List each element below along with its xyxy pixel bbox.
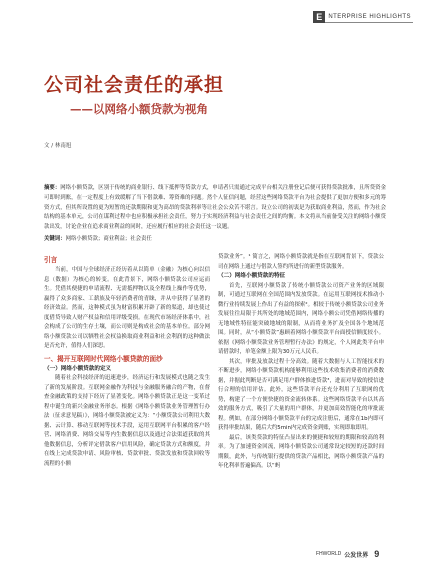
- keywords-label: 关键词：: [44, 236, 66, 242]
- features-paragraph-3: 最后，该类贷款的特征凸显出来的便捷和较短的期限和较高的利率。为了加速资金回流，网络小额贷款公司通常设定较短的还款时间期限，此外，与传统银行提供的贷款产品相比，网络小额贷款产品的年化利率普遍偏高。以“蚂: [218, 434, 384, 469]
- author-line: 文 / 林南旭: [44, 143, 72, 149]
- abstract: [44, 184, 386, 233]
- page-number: 9: [374, 549, 380, 559]
- definition-continuation: 贷款业务”。¹ 简言之，网络小额贷款就是指在互联网背景下，贷款公司在网络上通过与借款人签约所进行的新型贷款服务。: [218, 254, 384, 270]
- section-tag-text: NTERPRISE HIGHLIGHTS: [328, 13, 411, 20]
- keywords: [44, 235, 386, 244]
- footer-section: 公发世界: [344, 551, 369, 559]
- section-tag-badge: E: [313, 11, 325, 23]
- article-subtitle: ——以网络小额贷款为视角: [70, 102, 208, 116]
- section-2-subheading: （二）网络小额贷款的特征: [218, 273, 286, 279]
- intro-heading: 引言: [44, 256, 58, 264]
- section-tag: [313, 11, 413, 23]
- features-paragraph-1: 首先，互联网小额贷款了传统小额贷款公司资产业务的区域限制，可通过互联网在全国范围内发放贷款。在运用互联网技术推动小微行业持续发展上作出了有益的探索²。相较于传统小额贷款公司业务发展往往局限于其所处的地域范围内，网络小额公司凭借网络传播的无地域性特征能突破地域的限制，从而将业务扩及全国各个地域范围。同时，从“小额贷款”惠顾着网络小额贷款平台面授信额度较小。依据《网络小额贷款业务管理暂行办法》的规定，个人网此类平台申请借款时，单笔金额上限为30万元人民币。: [218, 282, 384, 355]
- section-1-subheading: （一）网络小额贷款的定义: [44, 365, 112, 372]
- abstract-text: 网络小额贷款，区别于传统的商业银行、线下抵押等贷款方式，申请者只需通过完成平台相关注册登记后便可获得贷款批准，且所贷资金可即时到账，在一定程度上有效缓解了当下借款难、筹资难的问题。然个人征信问题，经营这些网络贷款平台为社会提供了更加方便和多元的筹资方式，但其所设置的更为短暂的还款期限和更为高昂的贷款利率等让社会公众苦不堪言。设立公司的初衷是为获取商业利益，然而，作为社会结构的基本单元，公司在谋利过程中也应积极承担社会责任，努力于实现经济利益与社会责任之间的均衡。本文将从当前备受关注的网络小额贷款出发，讨论企业在追求商业利益的同时，还应履行相应的社会责任这一议题。: [44, 185, 386, 231]
- magazine-name: FHWORLD: [316, 551, 342, 557]
- right-column: [218, 253, 384, 472]
- keywords-text: 网络小额贷款；商业利益；社会责任: [65, 236, 152, 242]
- intro-paragraph: 当前，中国与全球经济正经历着从以简单（金融）为核心向以信息（数据）为核心的转变。在此背景下，网络小额贷款公司应运而生。凭借其便捷的申请流程、无需抵押物以及全程线上操作等优势，赢得了众多商家、工薪族及年轻消费者的青睐，并从中获得了显著的经济效益。然而，这种模式虽为财富积累开辟了新的渠道，却也使过度借贷导致人财产权益和信用评级受损。在现代市场经济体系中，社会构成了公司的生存土壤，而公司则是构成社会的基本单位。部分网络小额贷款公司以牺牲社会权益换取商业利益和社会利润的这种做法是否允许，值得人们深思。: [44, 267, 210, 349]
- section-1-paragraph: 随着社会科技经济的迅速进步，经济运行和发展模式也随之发生了新的发展阶段。互联网金融作为科技与金融服务融合的产物，在督查金融政策的支持下经历了显著变化。网络小额贷款正是这一变革过程中诞生的新兴金融业务形态。根据《网络小额贷款业务管理暂行办法（征求意见稿）》，网络小额贷款被定义为：“小额贷款公司利用大数据、云计算、移动互联网等技术手段，运用互联网平台积累的客户经营、网络消费、网络交易等内生数据信息以及通过合法渠道获取的其他数据信息，分析评定借款客户信用风险，确定贷款方式和额度，并在线上完成贷款申请、风险审核、贷款审批、贷款发放和贷款回收等流程的小额: [44, 375, 210, 467]
- left-column: [44, 253, 210, 469]
- section-1-heading: 一、揭开互联网时代网络小额贷款的面纱: [44, 354, 163, 363]
- features-paragraph-2: 其次，审批及放款过程十分高效。随着大数据与人工智能技术的不断进步，网络小额贷款机构能够利用这些技术收集消费者的消费数据，并据此判断是否可满足用户群体推进贷款³，进而对导致的授信进行合理的信用评估。此外，这些贷款平台还充分利用了互联网的优势，构建了一个方便快捷的资金流转体系。这些网络贷款平台以其高效的服务方式，吸引了大量的用户群体，并更加高效智能化的审批流程。例如，在部分网络小额贷款平台的完成注册后，通常在1b内即可获得审批结果，随后大约5min内完成资金到账，实现即取即用。: [218, 358, 384, 431]
- article-title: 公司社会责任的承担: [44, 74, 225, 96]
- page-footer: [316, 549, 379, 559]
- abstract-label: 摘要：: [44, 185, 61, 191]
